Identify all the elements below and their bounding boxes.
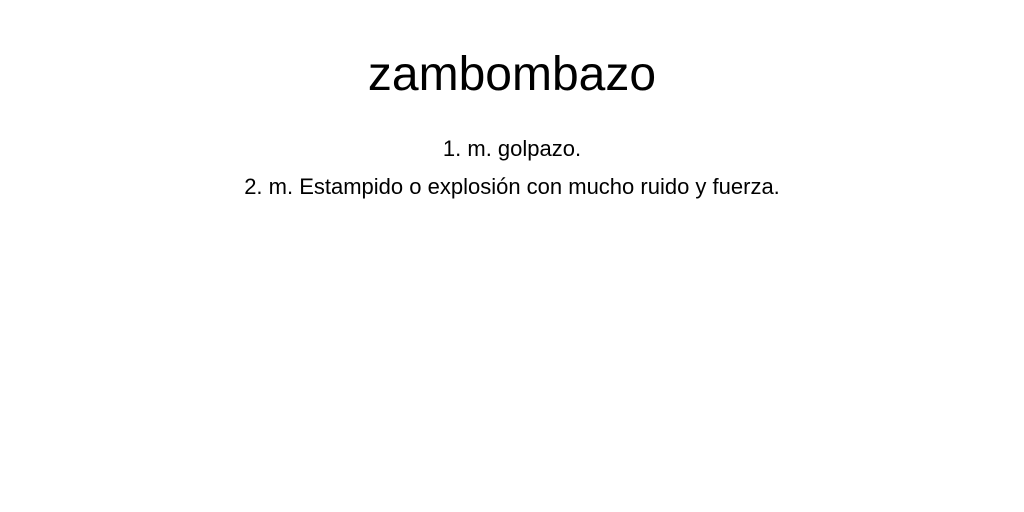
- definition-list: [0, 130, 1024, 206]
- definition-2: 2. m. Estampido o explosión con mucho ruido y fuerza.: [244, 174, 780, 199]
- definition-1: 1. m. golpazo.: [442, 136, 582, 161]
- headword: zambombazo: [367, 48, 657, 101]
